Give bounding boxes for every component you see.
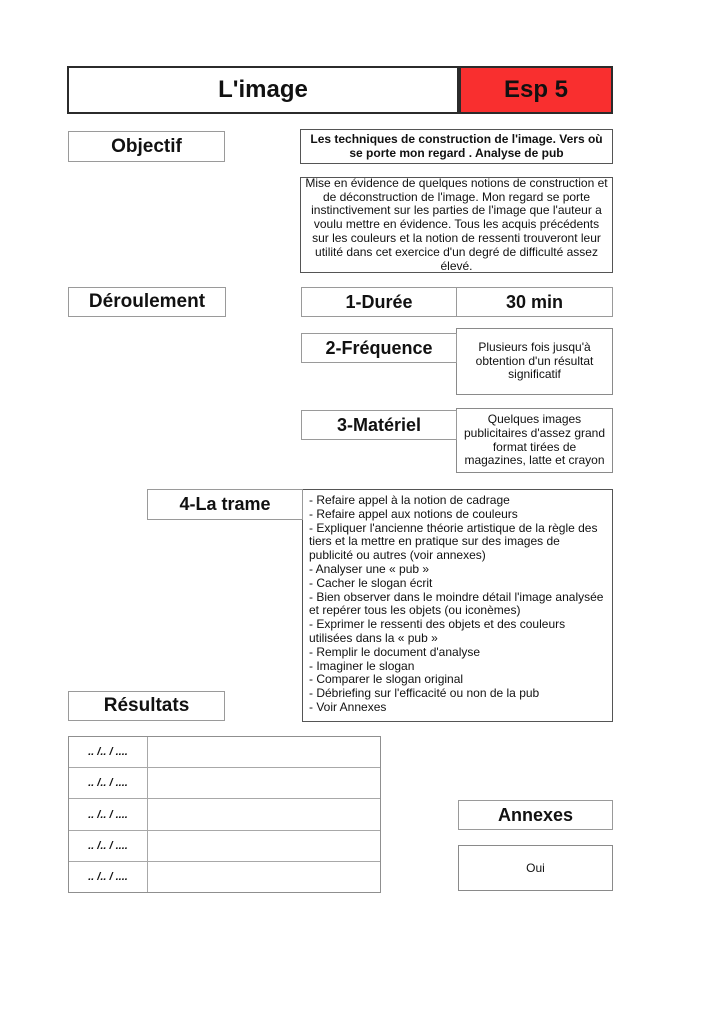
trame-item: - Refaire appel à la notion de cadrage — [309, 493, 510, 507]
sheet-code: Esp 5 — [459, 66, 613, 114]
result-date-cell: .. /.. / .... — [69, 768, 148, 798]
result-date-cell: .. /.. / .... — [69, 737, 148, 767]
duree-label: 1-Durée — [301, 287, 457, 317]
result-value-cell — [148, 768, 380, 798]
duree-value: 30 min — [456, 287, 613, 317]
frequence-label: 2-Fréquence — [301, 333, 457, 363]
result-date-cell: .. /.. / .... — [69, 862, 148, 892]
result-value-cell — [148, 862, 380, 892]
result-date-cell: .. /.. / .... — [69, 799, 148, 829]
result-value-cell — [148, 831, 380, 861]
result-row — [69, 799, 380, 830]
result-row — [69, 768, 380, 799]
trame-item: - Cacher le slogan écrit — [309, 575, 433, 590]
objectif-summary: Les techniques de construction de l'image. Vers où se porte mon regard . Analyse de pub — [300, 129, 613, 164]
results-table — [68, 736, 381, 893]
trame-item: - Refaire appel aux notions de couleurs — [309, 506, 518, 521]
result-row — [69, 737, 380, 768]
result-row — [69, 862, 380, 892]
trame-item: - Analyser une « pub » — [309, 561, 430, 576]
objectif-description: Mise en évidence de quelques notions de construction et de déconstruction de l'image. Mon regard se porte instinctivement sur les parties de l'image que l'auteur a voulu mettre en évidence. Tous les acquis précédents sur les couleurs et la notion de ressenti trouveront leur utilité dans cet exercice d'un degré de difficulté assez élevé. — [300, 177, 613, 273]
deroulement-label: Déroulement — [68, 287, 226, 317]
materiel-value: Quelques images publicitaires d'assez grand format tirées de magazines, latte et crayon — [456, 408, 613, 473]
result-row — [69, 831, 380, 862]
trame-item: - Comparer le slogan original — [309, 672, 464, 687]
objectif-label: Objectif — [68, 131, 225, 162]
resultats-label: Résultats — [68, 691, 225, 721]
trame-item: - Expliquer l'ancienne théorie artistique de la règle des tiers et la mettre en pratique sur des images de publicité ou autres (voir annexes) — [309, 520, 598, 563]
materiel-label: 3-Matériel — [301, 410, 457, 440]
trame-item: - Voir Annexes — [309, 699, 387, 714]
trame-item: - Bien observer dans le moindre détail l'image analysée et repérer tous les objets (ou iconèmes) — [309, 589, 604, 618]
frequence-value: Plusieurs fois jusqu'à obtention d'un résultat significatif — [456, 328, 613, 395]
annexes-value: Oui — [458, 845, 613, 891]
trame-item: - Exprimer le ressenti des objets et des couleurs utilisées dans la « pub » — [309, 617, 566, 645]
trame-item: - Débriefing sur l'efficacité ou non de la pub — [309, 686, 540, 701]
result-value-cell — [148, 799, 380, 829]
trame-label: 4-La trame — [147, 489, 303, 520]
trame-item: - Remplir le document d'analyse — [309, 644, 481, 659]
result-date-cell: .. /.. / .... — [69, 831, 148, 861]
trame-item: - Imaginer le slogan — [309, 658, 415, 673]
sheet-title: L'image — [67, 66, 459, 114]
trame-list — [302, 489, 613, 722]
result-value-cell — [148, 737, 380, 767]
annexes-label: Annexes — [458, 800, 613, 830]
